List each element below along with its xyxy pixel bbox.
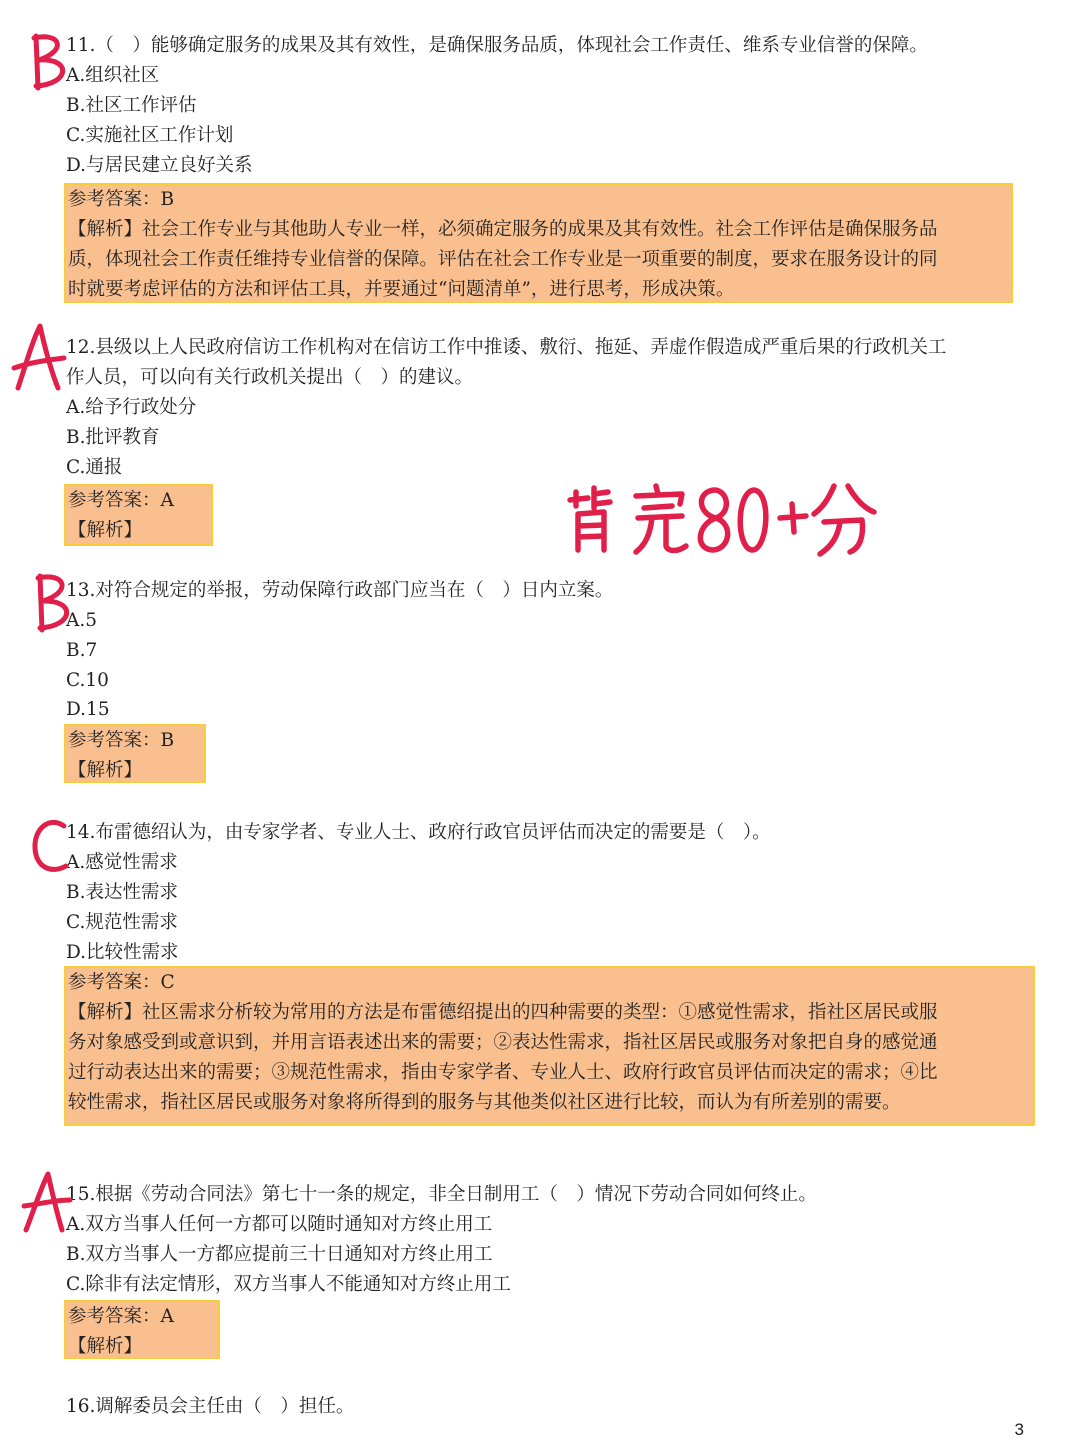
q14-analysis-line-3: 过行动表达出来的需要；③规范性需求，指由专家学者、专业人士、政府行政官员评估而决定的需求；④比 bbox=[68, 1062, 938, 1083]
q12-option-b: B.批评教育 bbox=[66, 427, 160, 448]
q11-analysis-line-2: 质，体现社会工作责任维持专业信誉的保障。评估在社会工作专业是一项重要的制度，要求在服务设计的同 bbox=[68, 249, 938, 270]
q13-option-b: B.7 bbox=[66, 640, 98, 661]
q12-answer: 参考答案：A bbox=[68, 490, 174, 511]
handwritten-note bbox=[568, 480, 880, 560]
q13-option-a: A.5 bbox=[66, 610, 98, 631]
q13-answer: 参考答案：B bbox=[68, 730, 175, 751]
q15-option-c: C.除非有法定情形，双方当事人不能通知对方终止用工 bbox=[66, 1274, 511, 1295]
q11-stem-line-1: 11.（ ）能够确定服务的成果及其有效性，是确保服务品质，体现社会工作责任、维系专业信誉的保障。 bbox=[66, 35, 928, 56]
q14-analysis-line-1: 【解析】社区需求分析较为常用的方法是布雷德绍提出的四种需要的类型：①感觉性需求，指社区居民或服 bbox=[68, 1002, 938, 1023]
q14-stem-line-1: 14.布雷德绍认为，由专家学者、专业人士、政府行政官员评估而决定的需要是（ ）。 bbox=[66, 822, 771, 843]
q12-stem-line-2: 作人员，可以向有关行政机关提出（ ）的建议。 bbox=[66, 367, 474, 388]
q11-option-d: D.与居民建立良好关系 bbox=[66, 155, 253, 176]
handwritten-a-mark-q12 bbox=[10, 322, 66, 392]
q12-option-a: A.给予行政处分 bbox=[66, 397, 197, 418]
q14-option-b: B.表达性需求 bbox=[66, 882, 178, 903]
q14-option-c: C.规范性需求 bbox=[66, 912, 178, 933]
q11-analysis-line-3: 时就要考虑评估的方法和评估工具，并要通过“问题清单”，进行思考，形成决策。 bbox=[68, 279, 735, 300]
q12-stem-line-1: 12.县级以上人民政府信访工作机构对在信访工作中推诿、敷衍、拖延、弄虚作假造成严重后果的行政机关工 bbox=[66, 337, 947, 358]
q11-option-b: B.社区工作评估 bbox=[66, 95, 197, 116]
q15-option-a: A.双方当事人任何一方都可以随时通知对方终止用工 bbox=[66, 1214, 493, 1235]
q13-answer-box bbox=[64, 724, 206, 783]
q14-analysis-line-4: 较性需求，指社区居民或服务对象将所得到的服务与其他类似社区进行比较，而认为有所差别的需要。 bbox=[68, 1092, 901, 1113]
q14-answer: 参考答案：C bbox=[68, 972, 175, 993]
q11-answer-box bbox=[64, 183, 1013, 303]
q13-option-d: D.15 bbox=[66, 699, 110, 720]
q11-analysis-line-1: 【解析】社会工作专业与其他助人专业一样，必须确定服务的成果及其有效性。社会工作评估是确保服务品 bbox=[68, 219, 938, 240]
q14-option-d: D.比较性需求 bbox=[66, 942, 179, 963]
q14-answer-box bbox=[64, 966, 1035, 1126]
page-number: 3 bbox=[1014, 1420, 1024, 1439]
q15-option-b: B.双方当事人一方都应提前三十日通知对方终止用工 bbox=[66, 1244, 493, 1265]
q14-analysis-line-2: 务对象感受到或意识到，并用言语表述出来的需要；②表达性需求，指社区居民或服务对象把自身的感觉通 bbox=[68, 1032, 938, 1053]
q15-answer-box bbox=[64, 1300, 220, 1359]
q13-analysis-line-1: 【解析】 bbox=[68, 760, 143, 781]
q15-answer: 参考答案：A bbox=[68, 1306, 174, 1327]
q12-option-c: C.通报 bbox=[66, 457, 123, 478]
q12-answer-box bbox=[64, 484, 213, 546]
q12-analysis-line-1: 【解析】 bbox=[68, 520, 143, 541]
q11-option-a: A.组织社区 bbox=[66, 65, 160, 86]
handwritten-a-mark-q15 bbox=[20, 1170, 72, 1234]
q16-stem-line-1: 16.调解委员会主任由（ ）担任。 bbox=[66, 1396, 355, 1417]
q11-answer: 参考答案：B bbox=[68, 189, 175, 210]
handwritten-b-mark-q11 bbox=[24, 30, 74, 92]
q15-analysis-line-1: 【解析】 bbox=[68, 1336, 143, 1357]
handwritten-c-mark-q14 bbox=[30, 818, 70, 876]
q14-option-a: A.感觉性需求 bbox=[66, 852, 178, 873]
q11-option-c: C.实施社区工作计划 bbox=[66, 125, 234, 146]
q13-stem-line-1: 13.对符合规定的举报，劳动保障行政部门应当在（ ）日内立案。 bbox=[66, 580, 614, 601]
q13-option-c: C.10 bbox=[66, 670, 109, 691]
q15-stem-line-1: 15.根据《劳动合同法》第七十一条的规定，非全日制用工（ ）情况下劳动合同如何终止。 bbox=[66, 1184, 817, 1205]
handwritten-b-mark-q13 bbox=[30, 570, 80, 634]
